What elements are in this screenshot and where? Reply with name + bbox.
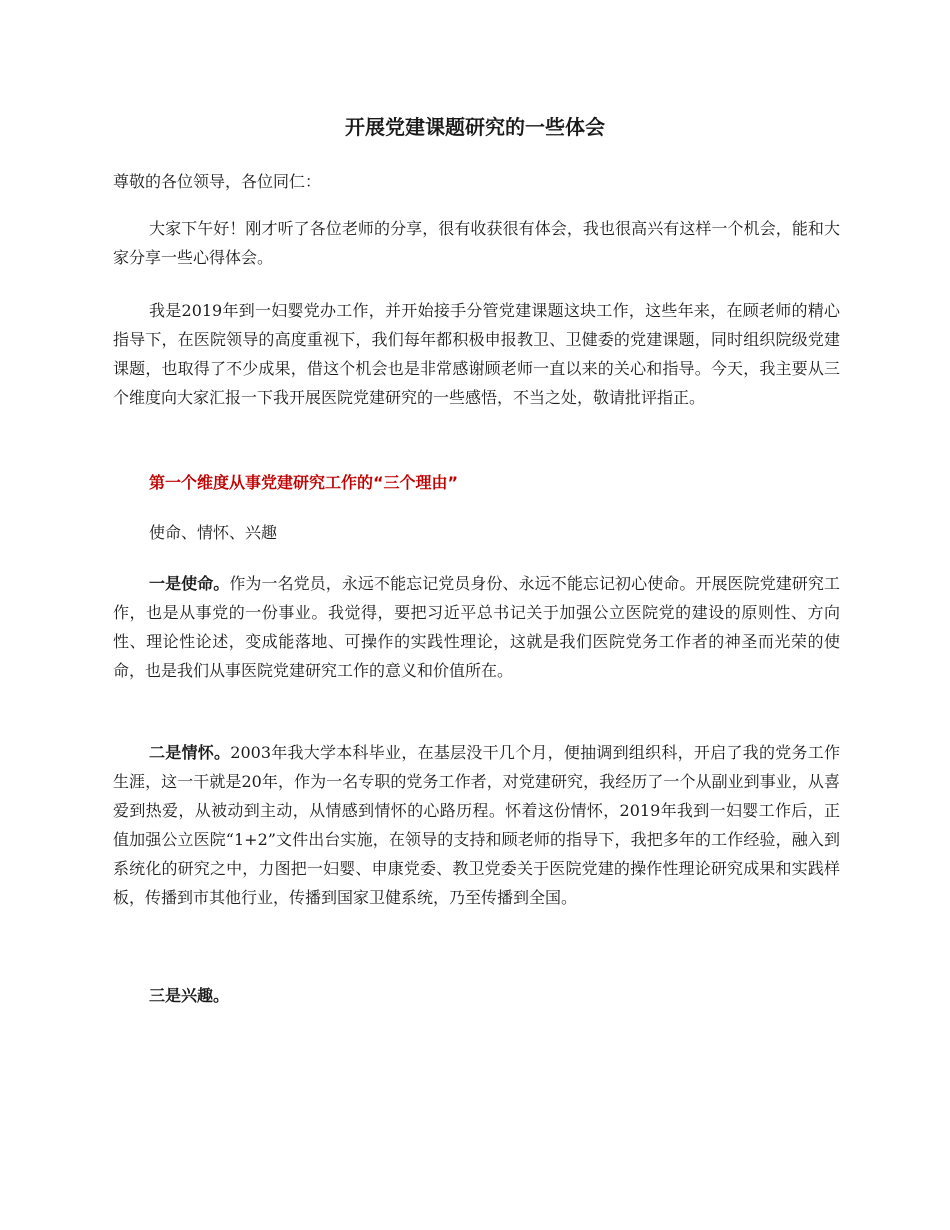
- feeling-lead: 二是情怀。: [149, 743, 231, 762]
- paragraph-feeling: [113, 738, 840, 912]
- paragraph-greeting: 大家下午好！刚才听了各位老师的分享，很有收获很有体会，我也很高兴有这样一个机会，能和大家分享一些心得体会。: [113, 219, 840, 267]
- section-subtitle: 使命、情怀、兴趣: [149, 523, 278, 542]
- mission-lead: 一是使命。: [149, 574, 230, 593]
- feeling-text: 2003年我大学本科毕业，在基层没干几个月，便抽调到组织科，开启了我的党务工作生涯，这一干就是20年，作为一名专职的党务工作者，对党建研究，我经历了一个从副业到事业，从喜爱到热爱，从被动到主动，从情感到情怀的心路历程。怀着这份情怀，2019年我到一妇婴工作后，正值加强公立医院“1+2”文件出台实施，在领导的支持和顾老师的指导下，我把多年的工作经验，融入到系统化的研究之中，力图把一妇婴、申康党委、教卫党委关于医院党建的操作性理论研究成果和实践样板，传播到市其他行业，传播到国家卫健系统，乃至传播到全国。: [113, 743, 840, 907]
- page-title: 开展党建课题研究的一些体会: [345, 115, 605, 139]
- paragraph-introduction: 我是2019年到一妇婴党办工作，并开始接手分管党建课题这块工作，这些年来，在顾老师的精心指导下，在医院领导的高度重视下，我们每年都积极申报教卫、卫健委的党建课题，同时组织院级党建课题，也取得了不少成果，借这个机会也是非常感谢顾老师一直以来的关心和指导。今天，我主要从三个维度向大家汇报一下我开展医院党建研究的一些感悟，不当之处，敬请批评指正。: [113, 301, 840, 407]
- interest-lead: 三是兴趣。: [149, 986, 230, 1005]
- section-heading: 第一个维度从事党建研究工作的“三个理由”: [149, 473, 459, 492]
- paragraph-mission: [113, 569, 840, 685]
- salutation: 尊敬的各位领导，各位同仁：: [113, 172, 322, 191]
- paragraph-interest: [113, 981, 840, 1010]
- mission-text: 作为一名党员，永远不能忘记党员身份、永远不能忘记初心使命。开展医院党建研究工作，也是从事党的一份事业。我觉得，要把习近平总书记关于加强公立医院党的建设的原则性、方向性、理论性论述，变成能落地、可操作的实践性理论，这就是我们医院党务工作者的神圣而光荣的使命，也是我们从事医院党建研究工作的意义和价值所在。: [113, 574, 840, 680]
